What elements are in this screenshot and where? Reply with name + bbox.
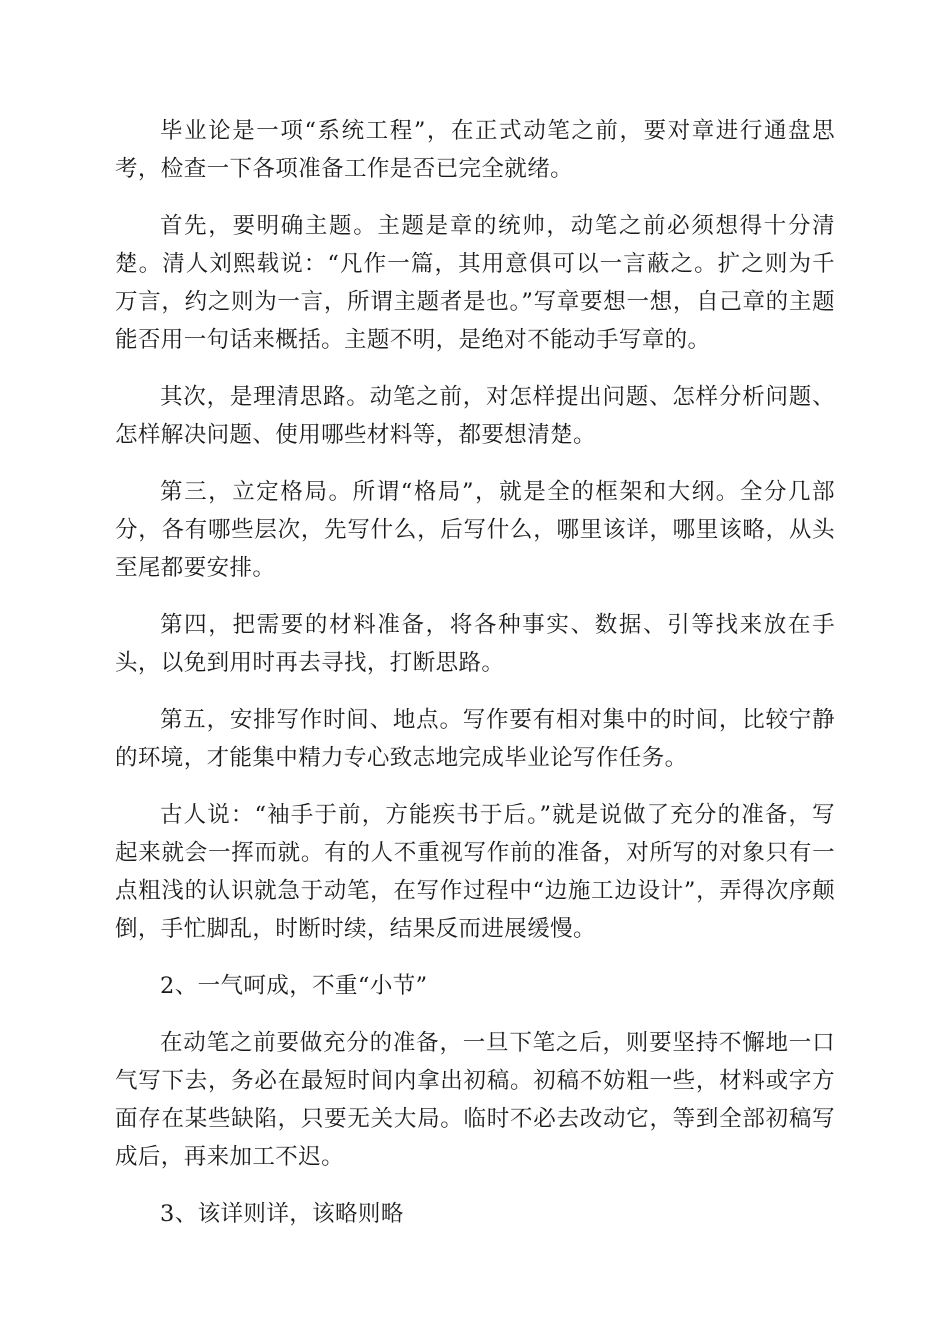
- paragraph-system-engineering: 毕业论是一项“系统工程”，在正式动笔之前，要对章进行通盘思考，检查一下各项准备工作是否已完全就绪。: [115, 118, 835, 182]
- document-body: [115, 112, 835, 1252]
- paragraph-ancient-saying: 古人说：“袖手于前，方能疾书于后。”就是说做了充分的准备，写起来就会一挥而就。有的人不重视写作前的准备，对所写的对象只有一点粗浅的认识就急于动笔，在写作过程中“边施工边设计”，弄得次序颠倒，手忙脚乱，时断时续，结果反而进展缓慢。: [115, 802, 835, 942]
- section-heading-3: 3、该详则详，该略则略: [160, 1201, 404, 1227]
- paragraph-write-first-draft: 在动笔之前要做充分的准备，一旦下笔之后，则要坚持不懈地一口气写下去，务必在最短时间内拿出初稿。初稿不妨粗一些，材料或字方面存在某些缺陷，只要无关大局。临时不必去改动它，等到全部初稿写成后，再来加工不迟。: [115, 1030, 835, 1170]
- paragraph-clarify-thinking: 其次，是理清思路。动笔之前，对怎样提出问题、怎样分析问题、怎样解决问题、使用哪些材料等，都要想清楚。: [115, 384, 835, 448]
- section-heading-2: 2、一气呵成，不重“小节”: [160, 973, 428, 999]
- paragraph-schedule-writing: 第五，安排写作时间、地点。写作要有相对集中的时间，比较宁静的环境，才能集中精力专心致志地完成毕业论写作任务。: [115, 707, 835, 771]
- paragraph-set-structure: 第三，立定格局。所谓“格局”，就是全的框架和大纲。全分几部分，各有哪些层次，先写什么，后写什么，哪里该详，哪里该略，从头至尾都要安排。: [115, 479, 835, 581]
- paragraph-prepare-materials: 第四，把需要的材料准备，将各种事实、数据、引等找来放在手头，以免到用时再去寻找，打断思路。: [115, 612, 835, 676]
- paragraph-clarify-theme: 首先，要明确主题。主题是章的统帅，动笔之前必须想得十分清楚。清人刘熙载说：“凡作一篇，其用意俱可以一言蔽之。扩之则为千万言，约之则为一言，所谓主题者是也。”写章要想一想，自己章的主题能否用一句话来概括。主题不明，是绝对不能动手写章的。: [115, 213, 835, 353]
